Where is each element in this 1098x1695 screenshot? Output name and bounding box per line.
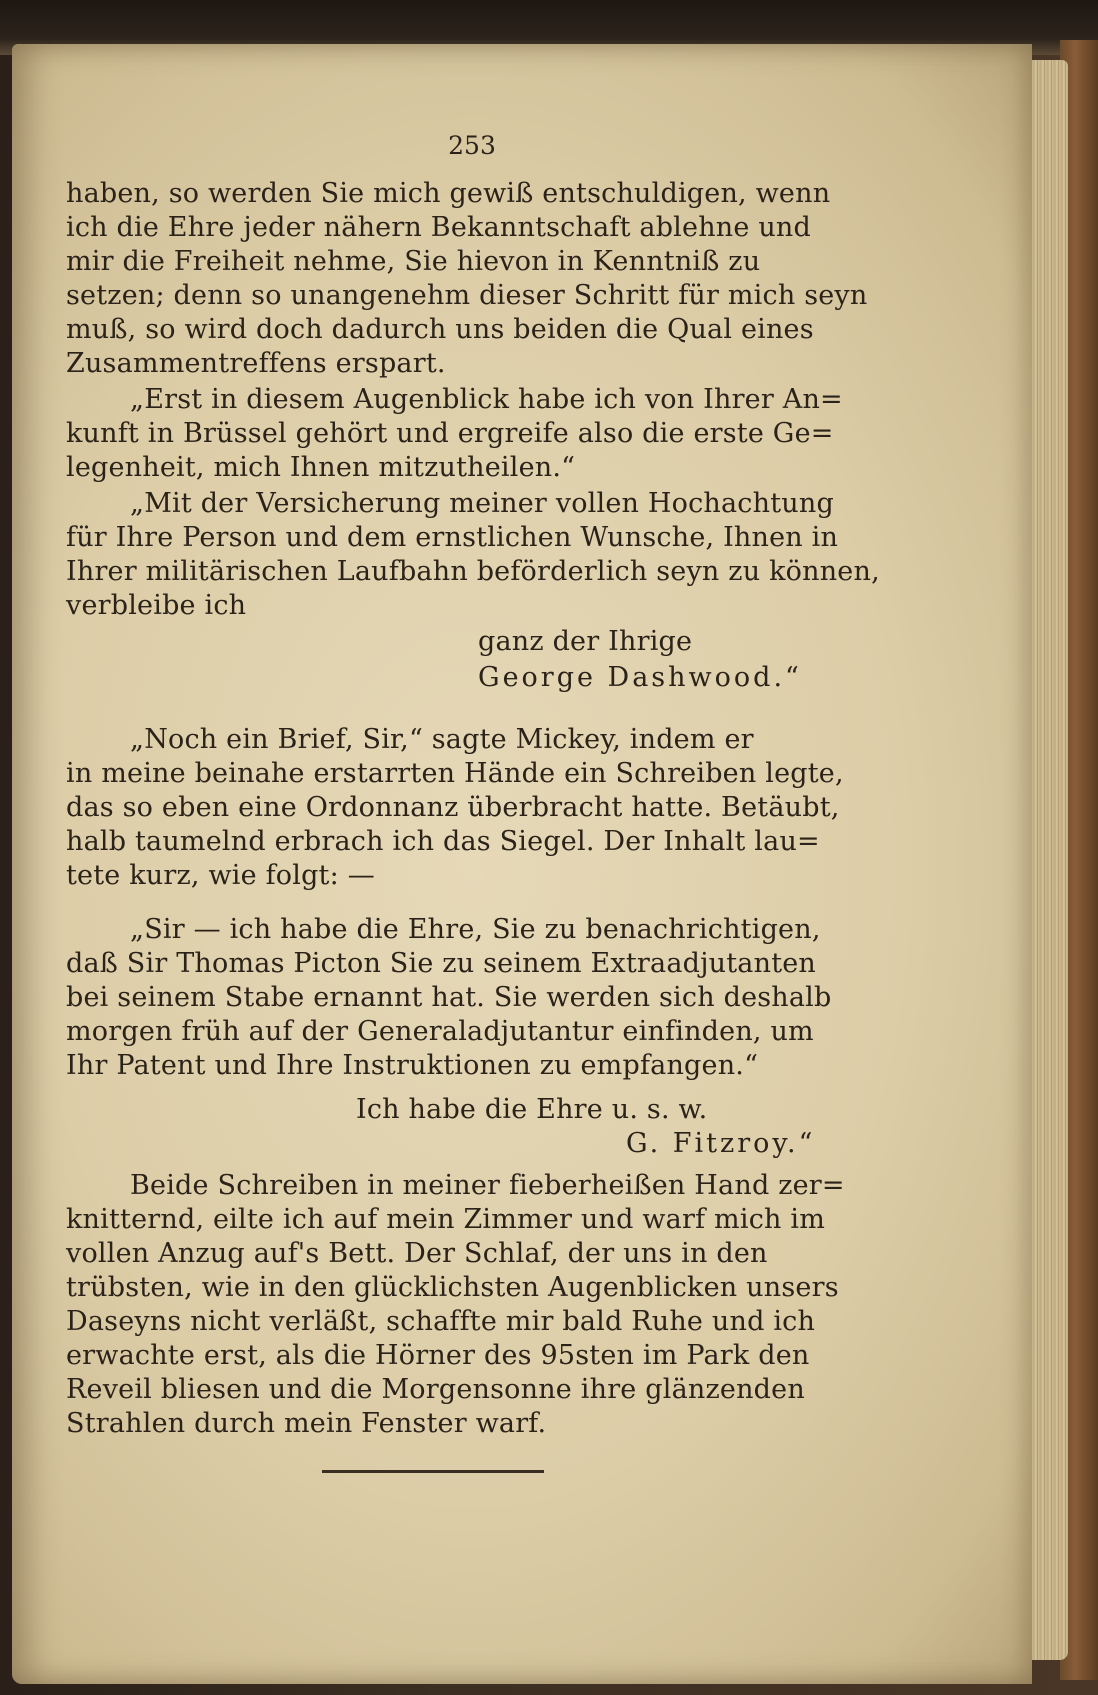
text-line: „Mit der Versicherung meiner vollen Hochachtung: [130, 488, 834, 519]
text-line: halb taumelnd erbrach ich das Siegel. Der Inhalt lau=: [66, 826, 820, 857]
text-line: das so eben eine Ordonnanz überbracht hatte. Betäubt,: [66, 792, 840, 823]
text-line: erwachte erst, als die Hörner des 95sten im Park den: [66, 1340, 810, 1371]
text-line: Beide Schreiben in meiner fieberheißen Hand zer=: [130, 1170, 845, 1201]
text-line: daß Sir Thomas Picton Sie zu seinem Extraadjutanten: [66, 948, 817, 979]
text-line: verbleibe ich: [66, 590, 247, 621]
text-line: Reveil bliesen und die Morgensonne ihre glänzenden: [66, 1374, 805, 1405]
text-line: „Noch ein Brief, Sir,“ sagte Mickey, indem er: [130, 724, 754, 755]
text-line: legenheit, mich Ihnen mitzutheilen.“: [66, 452, 576, 483]
text-line: „Sir — ich habe die Ehre, Sie zu benachrichtigen,: [130, 914, 821, 945]
signature-closing: Ich habe die Ehre u. s. w.: [356, 1094, 708, 1125]
text-line: Daseyns nicht verläßt, schaffte mir bald Ruhe und ich: [66, 1306, 816, 1337]
text-line: kunft in Brüssel gehört und ergreife also die erste Ge=: [66, 418, 834, 449]
signature-name: G. Fitzroy.“: [626, 1128, 816, 1159]
text-line: Zusammentreffens erspart.: [66, 348, 446, 379]
text-line: in meine beinahe erstarrten Hände ein Schreiben legte,: [66, 758, 844, 789]
text-line: muß, so wird doch dadurch uns beiden die Qual eines: [66, 314, 814, 345]
page-number: 253: [448, 131, 496, 160]
text-line: trübsten, wie in den glücklichsten Augenblicken unsers: [66, 1272, 839, 1303]
text-line: Strahlen durch mein Fenster warf.: [66, 1408, 547, 1439]
text-line: knitternd, eilte ich auf mein Zimmer und warf mich im: [66, 1204, 826, 1235]
text-line: morgen früh auf der Generaladjutantur einfinden, um: [66, 1016, 814, 1047]
signature-closing: ganz der Ihrige: [478, 626, 693, 657]
text-line: vollen Anzug auf's Bett. Der Schlaf, der uns in den: [66, 1238, 768, 1269]
section-rule: [322, 1470, 544, 1473]
text-line: Ihr Patent und Ihre Instruktionen zu empfangen.“: [66, 1050, 759, 1081]
text-line: tete kurz, wie folgt: —: [66, 860, 375, 891]
text-line: für Ihre Person und dem ernstlichen Wunsche, Ihnen in: [66, 522, 839, 553]
signature-name: George Dashwood.“: [478, 662, 802, 693]
text-line: haben, so werden Sie mich gewiß entschuldigen, wenn: [66, 178, 831, 209]
text-line: setzen; denn so unangenehm dieser Schritt für mich seyn: [66, 280, 868, 311]
text-line: mir die Freiheit nehme, Sie hievon in Kenntniß zu: [66, 246, 761, 277]
text-line: Ihrer militärischen Laufbahn beförderlich seyn zu können,: [66, 556, 880, 587]
text-line: „Erst in diesem Augenblick habe ich von Ihrer An=: [130, 384, 843, 415]
text-line: bei seinem Stabe ernannt hat. Sie werden sich deshalb: [66, 982, 832, 1013]
text-line: ich die Ehre jeder nähern Bekanntschaft ablehne und: [66, 212, 812, 243]
